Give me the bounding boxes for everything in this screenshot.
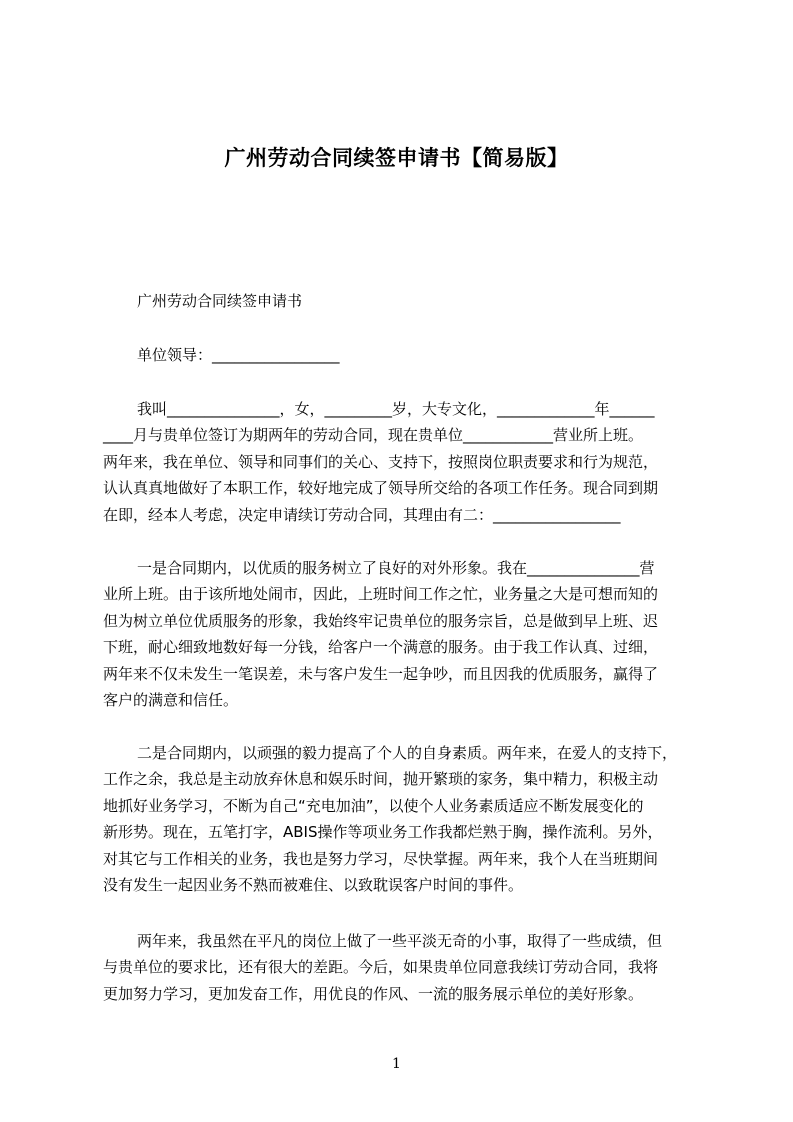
paragraph-1: 我叫_______________，女，_________岁，大专文化，_____________年______ ____月与贵单位签订为期两年的劳动合同，现在贵单位____________营业所上班。 两年来，我在单位、领导和同事们的关心、支持下，按照岗位职责要求和行为规范， 认认真真地做好了本职工作，较好地完成了领导所交给的各项工作任务。现合同到期 在即，经本人考虑，决定申请续订劳动合同，其理由有二：_________________ xyxy=(103,400,659,524)
document-subtitle: 广州劳动合同续签申请书 xyxy=(137,292,303,310)
page-number: 1 xyxy=(392,1056,401,1072)
salutation: 单位领导：_________________ xyxy=(137,346,340,364)
paragraph-4: 两年来，我虽然在平凡的岗位上做了一些平淡无奇的小事，取得了一些成绩，但 与贵单位的要求比，还有很大的差距。今后，如果贵单位同意我续订劳动合同，我将 更加努力学习，更加发奋工作，用优良的作风、一流的服务展示单位的美好形象。 xyxy=(103,932,663,1003)
paragraph-3: 二是合同期内，以顽强的毅力提高了个人的自身素质。两年来，在爱人的支持下， 工作之余，我总是主动放弃休息和娱乐时间，抛开繁琐的家务，集中精力，积极主动 地抓好业务学习，不断为自己“充电加油”，以使个人业务素质适应不断发展变化的 新形势。现在，五笔打字，ABIS操作等项业务工作我都烂熟于胸，操作流利。另外， 对其它与工作相关的业务，我也是努力学习，尽快掌握。两年来，我个人在当班期间 没有发生一起因业务不熟而被难住、以致耽误客户时间的事件。 xyxy=(103,744,678,895)
document-title: 广州劳动合同续签申请书【简易版】 xyxy=(224,146,569,170)
paragraph-2: 一是合同期内，以优质的服务树立了良好的对外形象。我在_______________营 业所上班。由于该所地处闹市，因此，上班时间工作之忙，业务量之大是可想而知的 但为树立单位优质服务的形象，我始终牢记贵单位的服务宗旨，总是做到早上班、迟 下班，耐心细致地数好每一分钱，给客户一个满意的服务。由于我工作认真、过细， 两年来不仅未发生一笔误差，未与客户发生一起争吵，而且因我的优质服务，赢得了 客户的满意和信任。 xyxy=(103,559,659,710)
